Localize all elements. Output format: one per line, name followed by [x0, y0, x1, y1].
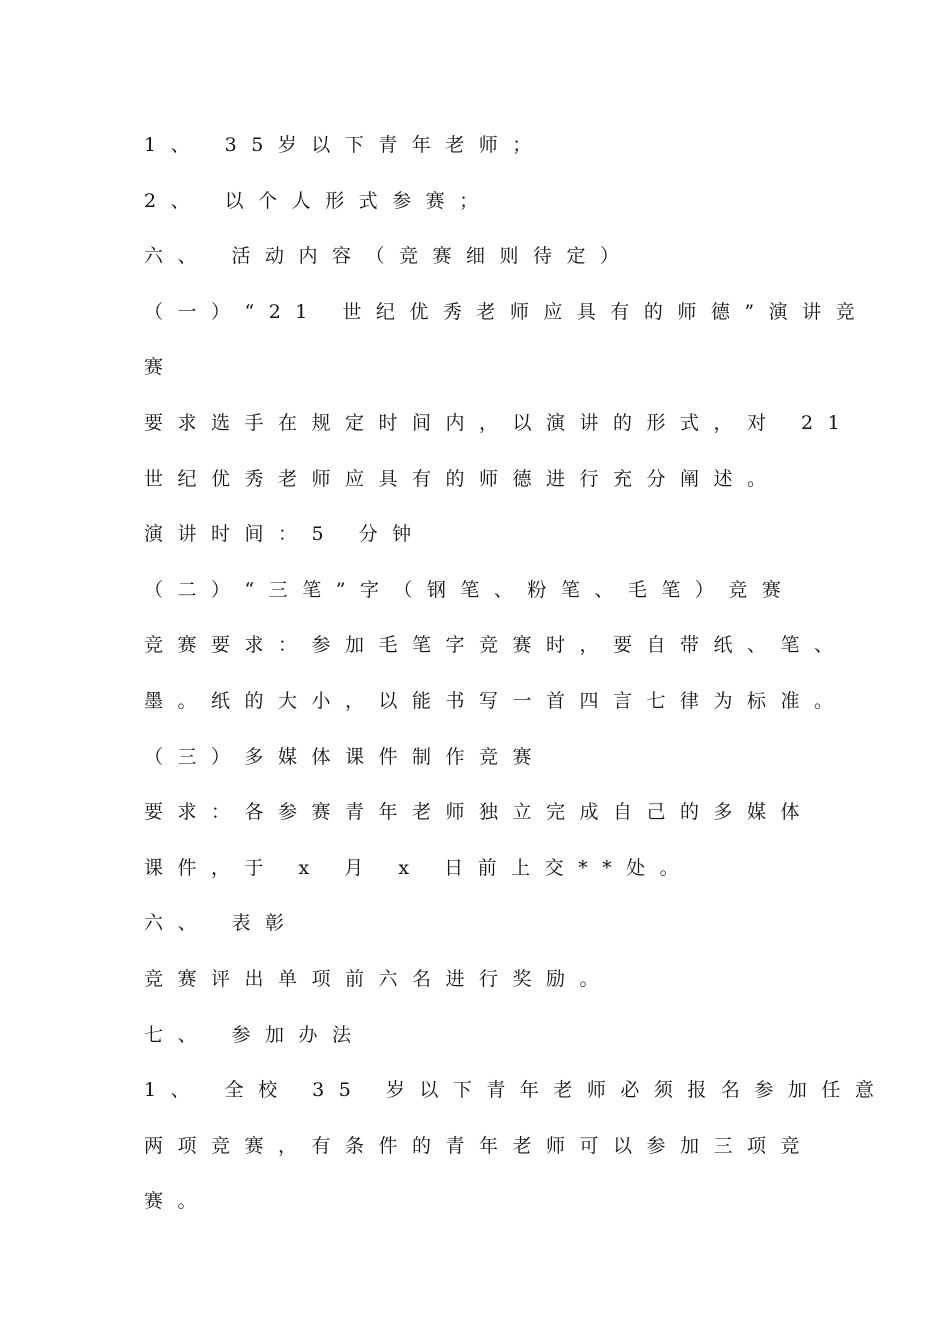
subsection-heading-calligraphy: （二）“三笔”字（钢笔、粉笔、毛笔）竞赛 — [144, 578, 796, 601]
list-item-participation-cont: 两项竞赛，有条件的青年老师可以参加三项竞 — [144, 1134, 815, 1157]
paragraph-speech-requirement: 要求选手在规定时间内，以演讲的形式，对 21 — [144, 411, 855, 434]
document-body — [144, 130, 889, 1242]
section-heading-awards: 六、 表彰 — [144, 912, 299, 935]
section-heading-activity: 六、 活动内容（竞赛细则待定） — [144, 245, 634, 268]
paragraph-awards: 竞赛评出单项前六名进行奖励。 — [144, 967, 614, 990]
list-item-participation: 1、 全校 35 岁以下青年老师必须报名参加任意 — [144, 1079, 889, 1102]
paragraph-multimedia-requirement: 要求：各参赛青年老师独立完成自己的多媒体 — [144, 801, 815, 824]
subsection-heading-speech-cont: 赛 — [144, 356, 178, 379]
section-heading-participation: 七、 参加办法 — [144, 1023, 366, 1046]
paragraph-speech-requirement-cont: 世纪优秀老师应具有的师德进行充分阐述。 — [144, 467, 781, 490]
list-item-age: 1、 35岁以下青年老师； — [144, 134, 546, 156]
paragraph-calligraphy-requirement-cont: 墨。纸的大小，以能书写一首四言七律为标准。 — [144, 689, 848, 712]
subsection-heading-multimedia: （三）多媒体课件制作竞赛 — [144, 745, 547, 768]
list-item-participation-end: 赛。 — [144, 1190, 212, 1213]
paragraph-multimedia-requirement-cont: 课件，于 x 月 x 日前上交**处。 — [144, 856, 694, 879]
list-item-individual: 2、 以个人形式参赛； — [144, 189, 493, 212]
paragraph-calligraphy-requirement: 竞赛要求：参加毛笔字竞赛时，要自带纸、笔、 — [144, 634, 848, 657]
subsection-heading-speech: （一）“21 世纪优秀老师应具有的师德”演讲竞 — [144, 300, 870, 323]
paragraph-speech-time: 演讲时间：5 分钟 — [144, 523, 426, 546]
